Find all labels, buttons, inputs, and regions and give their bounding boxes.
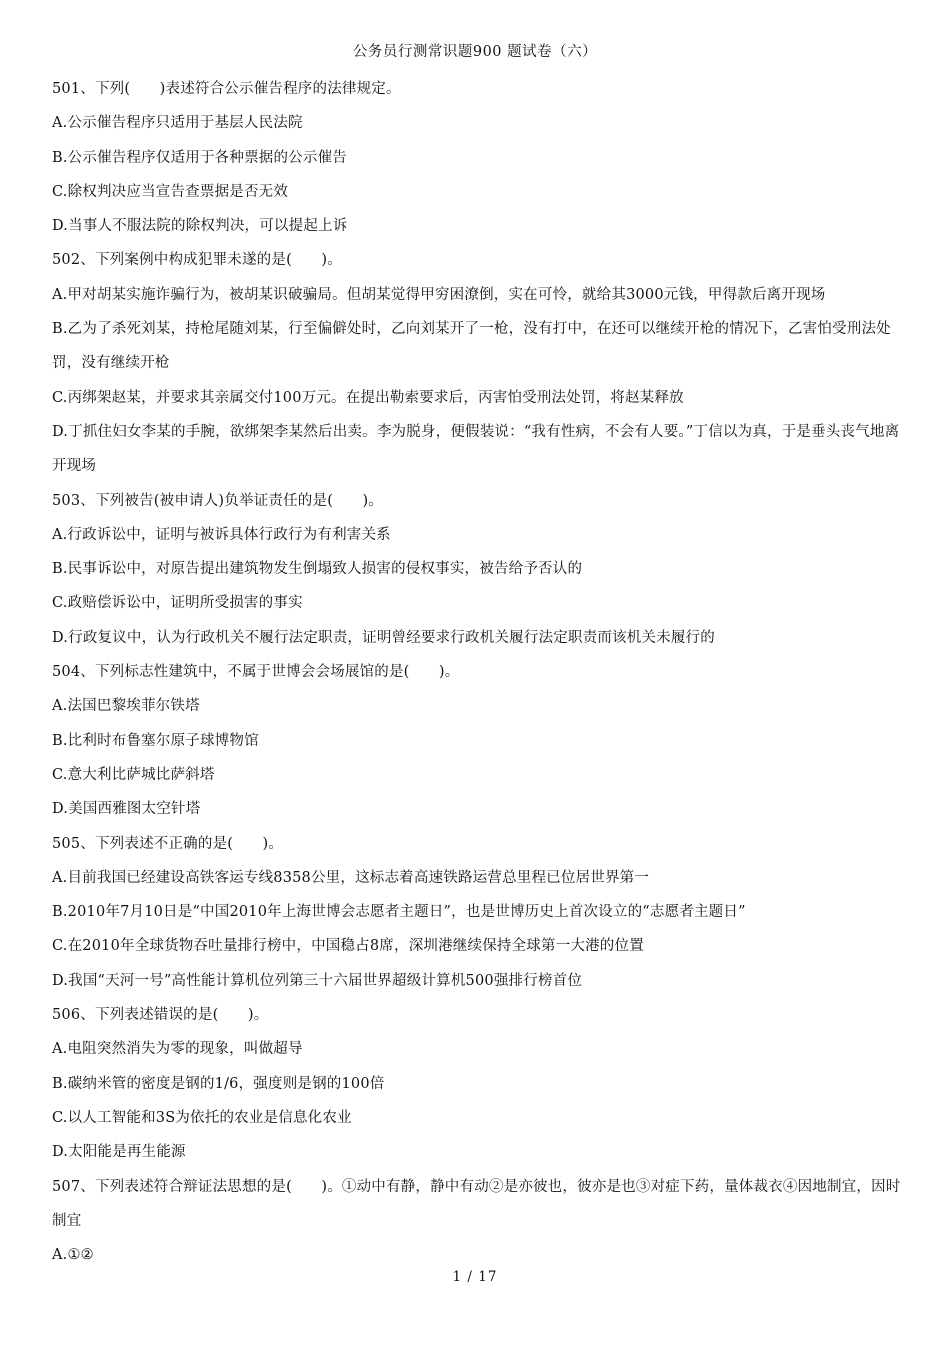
question-503-option-a: A.行政诉讼中，证明与被诉具体行政行为有利害关系: [52, 526, 391, 543]
question-507-option-a: A.①②: [52, 1247, 94, 1264]
question-505-option-b: B.2010年7月10日是“中国2010年上海世博会志愿者主题日”，也是世博历史上首次设立的“志愿者主题日”: [52, 904, 746, 921]
question-506-option-c: C.以人工智能和3S为依托的农业是信息化农业: [52, 1109, 352, 1126]
question-502-option-c: C.丙绑架赵某，并要求其亲属交付100万元。在提出勒索要求后，丙害怕受刑法处罚，将赵某释放: [52, 389, 684, 406]
question-506-option-b: B.碳纳米管的密度是钢的1/6，强度则是钢的100倍: [52, 1075, 385, 1092]
question-507-stem: 507、下列表述符合辩证法思想的是( )。①动中有静，静中有动②是亦彼也，彼亦是也③对症下药，量体裁衣④因地制宜，因时制宜: [52, 1178, 901, 1229]
page-number: 1 / 17: [452, 1269, 498, 1285]
question-503-option-d: D.行政复议中，认为行政机关不履行法定职责，证明曾经要求行政机关履行法定职责而该机关未履行的: [52, 629, 715, 646]
question-501-option-a: A.公示催告程序只适用于基层人民法院: [52, 115, 303, 132]
question-503-option-b: B.民事诉讼中，对原告提出建筑物发生倒塌致人损害的侵权事实，被告给予否认的: [52, 561, 583, 578]
question-501-option-c: C.除权判决应当宣告查票据是否无效: [52, 183, 289, 200]
question-501-option-d: D.当事人不服法院的除权判决，可以提起上诉: [52, 218, 348, 235]
question-504-option-c: C.意大利比萨城比萨斜塔: [52, 766, 215, 783]
question-504-option-a: A.法国巴黎埃菲尔铁塔: [52, 698, 200, 715]
document-title: 公务员行测常识题900 题试卷（六）: [352, 44, 598, 60]
question-502-option-a: A.甲对胡某实施诈骗行为，被胡某识破骗局。但胡某觉得甲穷困潦倒，实在可怜，就给其3000元钱，甲得款后离开现场: [52, 286, 826, 303]
question-506-stem: 506、下列表述错误的是( )。: [52, 1007, 269, 1024]
question-501-stem: 501、下列( )表述符合公示催告程序的法律规定。: [52, 81, 401, 97]
question-502-option-d: D.丁抓住妇女李某的手腕，欲绑架李某然后出卖。李为脱身，便假装说：“我有性病，不会有人要。”丁信以为真，于是垂头丧气地离开现场: [52, 423, 900, 475]
question-503-option-c: C.政赔偿诉讼中，证明所受损害的事实: [52, 595, 303, 612]
question-502-option-b: B.乙为了杀死刘某，持枪尾随刘某，行至偏僻处时，乙向刘某开了一枪，没有打中，在还可以继续开枪的情况下，乙害怕受刑法处罚，没有继续开枪: [52, 321, 891, 372]
question-501-option-b: B.公示催告程序仅适用于各种票据的公示催告: [52, 149, 347, 166]
question-504-stem: 504、下列标志性建筑中，不属于世博会会场展馆的是( )。: [52, 664, 460, 681]
question-503-stem: 503、下列被告(被申请人)负举证责任的是( )。: [52, 492, 384, 509]
question-504-option-d: D.美国西雅图太空针塔: [52, 801, 201, 818]
question-506-option-d: D.太阳能是再生能源: [52, 1144, 186, 1161]
question-504-option-b: B.比利时布鲁塞尔原子球博物馆: [52, 732, 259, 749]
question-505-stem: 505、下列表述不正确的是( )。: [52, 835, 284, 852]
question-505-option-d: D.我国“天河一号”高性能计算机位列第三十六届世界超级计算机500强排行榜首位: [52, 972, 583, 989]
question-505-option-c: C.在2010年全球货物吞吐量排行榜中，中国稳占8席，深圳港继续保持全球第一大港的位置: [52, 938, 644, 955]
document-body: [52, 72, 902, 1272]
question-502-stem: 502、下列案例中构成犯罪未遂的是( )。: [52, 252, 342, 269]
question-506-option-a: A.电阻突然消失为零的现象，叫做超导: [52, 1041, 303, 1058]
question-505-option-a: A.目前我国已经建设高铁客运专线8358公里，这标志着高速铁路运营总里程已位居世界第一: [52, 869, 650, 886]
